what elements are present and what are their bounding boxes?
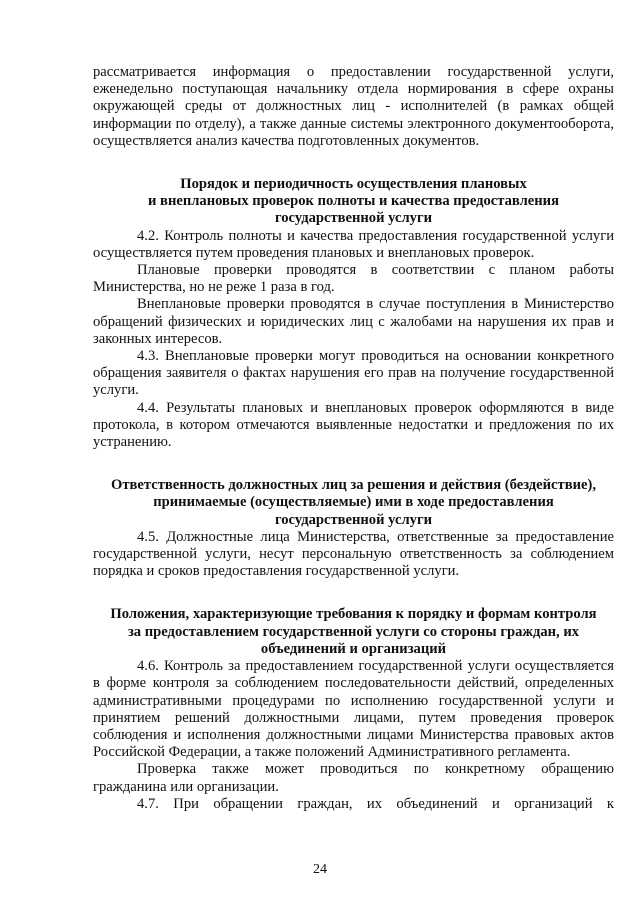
paragraph-4-3: 4.3. Внеплановые проверки могут проводиться на основании конкретного обращения заявителя о фактах нарушения его прав на получение государственной услуги.: [93, 348, 614, 399]
paragraph-4-6: 4.6. Контроль за предоставлением государственной услуги осуществляется в форме контроля за соблюдением последовательности действий, определенных административными процедурами по исполнению государственной услуги и принятием решений должностными лицами, путем проведения проверок соблюдения и исполнения должностными лицами Министерства правовых актов Российской Федерации, а также положений Административного регламента.: [93, 658, 614, 761]
paragraph-4-5: 4.5. Должностные лица Министерства, ответственные за предоставление государственной услуги, несут персональную ответственность за соблюдением порядка и сроков предоставления государственной услуги.: [93, 528, 614, 580]
heading-line: Ответственность должностных лиц за решения и действия (бездействие),: [111, 477, 596, 494]
heading-line: за предоставлением государственной услуги со стороны граждан, их: [127, 623, 580, 640]
heading-line: Положения, характеризующие требования к порядку и формам контроля: [110, 606, 597, 623]
paragraph-4-2: 4.2. Контроль полноты и качества предоставления государственной услуги осуществляется путем проведения плановых и внеплановых проверок.: [93, 227, 614, 261]
section-heading-inspections: [93, 176, 614, 228]
document-body: [93, 64, 614, 813]
heading-line: и внеплановых проверок полноты и качества предоставления: [148, 193, 559, 210]
paragraph-unplanned-checks: Внеплановые проверки проводятся в случае поступления в Министерство обращений физических и юридических лиц с жалобами на нарушения их прав и законных интересов.: [93, 296, 614, 347]
heading-line: Порядок и периодичность осуществления плановых: [180, 176, 527, 193]
paragraph-planned-checks: Плановые проверки проводятся в соответствии с планом работы Министерства, но не реже 1 раза в год.: [93, 262, 614, 296]
paragraph-4-7: 4.7. При обращении граждан, их объединений и организаций к: [137, 795, 614, 812]
heading-line: принимаемые (осуществляемые) ими в ходе предоставления: [153, 494, 554, 511]
heading-line: государственной услуги: [274, 511, 433, 528]
page-number: 24: [313, 862, 327, 877]
paragraph-4-4: 4.4. Результаты плановых и внеплановых проверок оформляются в виде протокола, в котором отмечаются выявленные недостатки и предложения по их устранению.: [93, 399, 614, 451]
section-heading-responsibility: [93, 477, 614, 529]
section-heading-public-control: [93, 606, 614, 658]
heading-line: объединений и организаций: [260, 640, 447, 657]
intro-paragraph: рассматривается информация о предоставлении государственной услуги, еженедельно поступающая начальнику отдела нормирования в сфере охраны окружающей среды от должностных лиц - исполнителей (в рамках общей информации по отделу), а также данные системы электронного документооборота, осуществляется анализ качества подготовленных документов.: [93, 64, 614, 149]
heading-line: государственной услуги: [274, 210, 433, 227]
paragraph-check-by-request: Проверка также может проводиться по конкретному обращению гражданина или организации.: [93, 761, 614, 795]
